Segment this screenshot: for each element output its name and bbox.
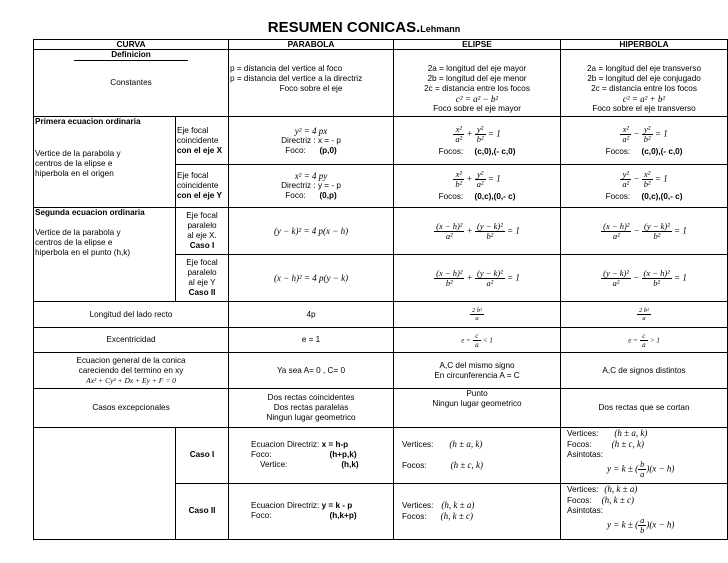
exc-hip-den: a [642,340,646,349]
hip2-c: (x − h)² [643,267,670,278]
hip-const-4: c² = a² + b² [622,94,666,104]
general-label [34,353,229,389]
ci-par-dir [251,440,392,450]
ci-hip-asin-pre: y = k ± [607,463,633,474]
excentricidad-label: Excentricidad [34,328,229,353]
ci-eli-vert [402,439,559,450]
exc-eli-2: Ningun lugar geometrico [432,399,522,408]
caso1-3: al eje X. [187,231,217,240]
ci-par-vert-value: (h,k) [341,460,359,470]
eje-x-1: Eje focal [177,125,209,135]
caso-i-row [34,428,728,484]
caso-ii-hiperbola [561,483,728,540]
eli-y-b: b² [455,179,463,189]
cii-eli-foco-label: Focos: [402,512,427,522]
segunda-desc-1: Vertice de la parabola y [35,228,121,237]
caso2-1: Eje focal [186,258,218,267]
caso1-1: Eje focal [186,211,218,220]
exc-hip-num: c [640,332,648,341]
eli-x-b: a² [455,133,463,144]
par-x-eq: y² = 4 px [294,125,328,136]
cii-hip-foco [567,495,726,506]
segunda-eli2: $\frac{\text{(x − h)²}}{\text{b²}}$ + $\frac{\text{(y − k)²}}{\text{a²}}$ = 1 [394,255,561,302]
eli-y-eq: $\frac{\text{x²}}{\text{b²}}$ + $\frac{\text{y²}}{\text{a²}}$ = 1 [455,169,501,189]
ci-hip-vert-label: Vertices: [567,429,599,438]
hip-y-a: y² [620,170,631,180]
cii-par-foco [251,511,392,521]
segunda-desc-2: centros de la elipse e [35,238,113,247]
general-row [34,353,728,389]
hip1-c: (y − k)² [644,220,670,231]
ci-hip-asin-num: b [640,459,645,469]
exc-hip-post: > 1 [649,336,660,345]
par-y-foco [230,191,392,201]
cii-hip-asin-label: Asintotas: [567,505,603,515]
lado-recto-row [34,302,728,328]
caso2-2: paralelo [187,268,217,277]
eli-x-a: x² [453,125,464,135]
cii-par-foco-label: Foco: [251,511,272,521]
par-y-dir-text: Directriz : y = - p [281,181,341,190]
ci-hip-asin: y = k ± ( $\frac{b}{a}$ )(x − h) [607,459,675,479]
excepcionales-parabola [229,389,394,428]
general-elipse [394,353,561,389]
ci-eli-foco-label: Focos: [402,461,427,471]
eje-y-1: Eje focal [177,171,209,180]
cii-hip-vert-value: (h, k ± a) [604,483,638,494]
hip-const-5: Foco sobre el eje transverso [592,104,696,113]
hip2-b: a² [612,277,620,288]
primera-eje-x [176,117,229,165]
par-const-1: p = distancia del vertice al foco [230,64,343,73]
eli-y-c: y² [475,170,486,180]
hip2-d: b² [653,277,661,288]
cii-hip-asin-post: (x − h) [649,519,675,530]
eli-x-focos-value: (c,0),(- c,0) [474,146,516,156]
hip-x-eq: $\frac{\text{x²}}{\text{a²}}$ − $\frac{\text{y²}}{\text{b²}}$ = 1 [622,123,668,144]
par-y-eq: x² = 4 py [294,171,328,181]
cii-par-foco-value: (h,k+p) [329,511,357,521]
hip1-a: (x − h)² [603,220,630,231]
eli-x-focos-label: Focos: [438,146,464,156]
par-x-dir-text: Directriz : x = - p [281,135,341,145]
constantes-elipse [394,50,561,117]
cii-hip-asin: y = k ± ( $\frac{a}{b}$ )(x − h) [607,514,675,535]
primera-label-cell [34,117,176,208]
caso-ii-label: Caso II [176,483,229,540]
eli-y-a: x² [453,170,464,180]
exc-eli-post: < 1 [482,336,493,345]
eli-const-2: 2b = longitud del eje menor [427,74,527,83]
ci-eli-foco [402,460,559,471]
par-const-3: Foco sobre el eje [279,84,343,93]
segunda-hip1: $\frac{\text{(x − h)²}}{\text{a²}}$ − $\frac{\text{(y − k)²}}{\text{b²}}$ = 1 [561,208,728,255]
ci-par-foco-value: (h+p,k) [329,450,357,460]
ci-hip-foco [567,439,726,450]
par-const-2: p = distancia del vertice a la directriz [230,74,363,83]
eli-const-5: Foco sobre el eje mayor [433,104,521,113]
ci-par-vert [251,460,392,470]
header-parabola: PARABOLA [229,40,394,50]
segunda-caso1 [176,208,229,255]
exc-hip-pre: e = [628,336,638,345]
hip1-b: a² [612,230,620,241]
primera-x-row [34,117,728,165]
definicion-label: Definicion [74,50,188,61]
primera-par-y [229,165,394,208]
primera-hip-x [561,117,728,165]
lado-recto-hiperbola [561,302,728,328]
lado-recto-parabola: 4p [229,302,394,328]
general-label-1: Ecuacion general de la conica [76,355,186,365]
hip-x-b: a² [622,133,630,144]
eli1-c: (y − k)² [477,220,503,231]
par-y-foco-value: (0,p) [319,191,337,200]
excentricidad-row [34,328,728,353]
caso-i-blank [34,428,176,484]
hip-y-c: x² [642,170,653,180]
page-title [0,19,728,37]
par-x-foco-label: Foco: [285,145,306,155]
eli-const-1: 2a = longitud del eje mayor [427,64,527,73]
eli-x-c: y² [475,125,486,135]
cii-par-dir-label: Ecuacion Directriz: [251,501,320,511]
lr-eli-num: 2 b² [471,307,483,314]
eli2-a: (x − h)² [436,267,463,278]
primera-desc-1: Vertice de la parabola y [35,149,121,158]
eli-y-focos-label: Focos: [438,192,464,201]
eje-y-2: coincidente [177,181,219,190]
header-curva: CURVA [34,40,229,50]
hip-x-focos-value: (c,0),(- c,0) [641,146,683,156]
exc-par-2: Dos rectas paralelas [273,403,349,412]
cii-hip-foco-label: Focos: [567,495,592,505]
lado-recto-label: Longitud del lado recto [34,302,229,328]
caso-i-hiperbola [561,428,728,484]
exc-par-3: Ningun lugar geometrico [266,413,356,422]
hip-y-focos-value: (0,c),(0,- c) [641,192,683,201]
constantes-parabola [229,50,394,117]
general-elipse-2: En circunferencia A = C [434,370,520,380]
par-x-dir [230,136,392,146]
eli1-a: (x − h)² [436,220,463,231]
excepcionales-label: Casos excepcionales [34,389,229,428]
ci-hip-asin-post: (x − h) [649,463,675,474]
segunda-desc-3: hiperbola en el punto (h,k) [35,248,131,257]
eli1-d: b² [486,230,494,241]
eli-const-3: 2c = distancia entre los focos [424,84,530,93]
hip-y-b: a² [622,179,630,189]
segunda-label: Segunda ecuacion ordinaria [35,208,145,217]
primera-eje-y [176,165,229,208]
segunda-label-cell [34,208,176,302]
eli2-c: (y − k)² [477,267,503,278]
eli-y-d: a² [476,179,484,189]
ci-hip-asin-den: a [640,469,645,479]
eli1-b: a² [445,230,453,241]
constantes-label: Constantes [110,78,152,87]
hip-x-c: y² [642,125,653,135]
title-main: RESUMEN CONICAS. [267,19,421,36]
segunda-eli1: $\frac{\text{(x − h)²}}{\text{a²}}$ + $\frac{\text{(y − k)²}}{\text{b²}}$ = 1 [394,208,561,255]
par-x-foco-value: (p,0) [319,145,337,155]
ci-par-foco [251,450,392,460]
exc-eli-den: a [475,340,479,349]
cii-eli-foco [402,511,559,522]
eli-y-focos-value: (0,c),(0,- c) [474,192,516,201]
general-parabola: Ya sea A= 0 , C= 0 [229,353,394,389]
header-hiperbola: HIPERBOLA [561,40,728,50]
ci-par-dir-value: x = h-p [321,440,349,450]
cii-hip-foco-value: (h, k ± c) [601,494,635,505]
constantes-hiperbola [561,50,728,117]
exc-eli-1: Punto [466,389,488,398]
caso-ii-row [34,483,728,540]
exc-hiperbola [561,328,728,353]
hip-x-focos-label: Focos: [605,146,631,156]
excepcionales-elipse [394,389,561,428]
eli-y-focos [395,192,559,202]
hip-const-2: 2b = longitud del eje conjugado [587,74,701,83]
ci-hip-foco-value: (h ± c, k) [611,439,645,449]
exc-par-1: Dos rectas coincidentes [267,393,355,402]
caso1-4: Caso I [189,241,215,250]
general-hiperbola: A,C de signos distintos [561,353,728,389]
ci-hip-foco-label: Focos: [567,440,592,449]
ci-hip-asin-label: Asintotas: [567,450,603,459]
header-elipse: ELIPSE [394,40,561,50]
title-sub: Lehmann [420,24,461,34]
caso-i-elipse [394,428,561,484]
primera-par-x [229,117,394,165]
hip-x-a: x² [620,125,631,135]
par-x-foco [230,146,392,156]
segunda-par2: (x − h)² = 4 p(y − k) [229,255,394,302]
hip-x-focos [562,147,726,157]
hip-y-d: b² [643,179,651,189]
eli-const-4: c² = a² − b² [455,94,499,104]
ci-hip-vert [567,428,726,439]
exc-parabola: e = 1 [229,328,394,353]
header-row [34,40,728,50]
lr-eli-den: a [475,315,479,322]
hip1-d: b² [653,230,661,241]
exc-eli-num: c [473,332,481,341]
ci-par-vert-label: Vertice: [260,460,288,470]
eli-x-eq: $\frac{\text{x²}}{\text{a²}}$ + $\frac{\text{y²}}{\text{b²}}$ = 1 [455,123,501,144]
caso-ii-parabola [229,483,394,540]
primera-hip-y [561,165,728,208]
cii-par-dir-value: y = k - p [321,501,353,511]
eli-x-focos [395,147,559,157]
hip-y-focos-label: Focos: [605,192,631,201]
segunda-par1: (y − k)² = 4 p(x − h) [229,208,394,255]
primera-desc-3: hiperbola en el origen [35,169,114,178]
eje-y-3: con el eje Y [177,191,222,200]
primera-desc-2: centros de la elipse e [35,159,113,168]
segunda-hip2: $\frac{\text{(y − k)²}}{\text{a²}}$ − $\frac{\text{(x − h)²}}{\text{b²}}$ = 1 [561,255,728,302]
hip-y-eq: $\frac{\text{y²}}{\text{a²}}$ − $\frac{\text{x²}}{\text{b²}}$ = 1 [622,169,668,189]
exc-elipse [394,328,561,353]
hip-const-3: 2c = distancia entre los focos [591,84,697,93]
ci-hip-vert-value: (h ± a, k) [614,428,648,438]
general-label-3: Ax² + Cy² + Dx + Ey + F = 0 [86,375,176,385]
cii-hip-asin-den: b [640,524,645,535]
excepcionales-hiperbola: Dos rectas que se cortan [561,389,728,428]
segunda-caso2 [176,255,229,302]
ci-par-foco-label: Foco: [251,450,272,460]
cii-hip-asin-pre: y = k ± [607,519,633,530]
par-y-foco-label: Foco: [285,191,306,200]
hip-x-d: b² [643,133,651,144]
primera-eli-y [394,165,561,208]
ci-eli-vert-label: Vertices: [402,440,434,450]
ci-eli-vert-value: (h ± a, k) [449,439,483,450]
eje-x-3: con el eje X [177,145,223,155]
cii-par-dir [251,501,392,511]
cii-eli-vert-value: (h, k ± a) [441,500,475,511]
conicas-table [33,39,728,540]
primera-label: Primera ecuacion ordinaria [35,117,141,126]
general-elipse-1: A,C del mismo signo [439,360,515,370]
cii-hip-asin-num: a [640,514,645,525]
par-y-dir [230,181,392,191]
primera-eli-x [394,117,561,165]
hip-const-1: 2a = longitud del eje transverso [587,64,702,73]
cii-eli-foco-value: (h, k ± c) [440,511,474,522]
ci-par-dir-label: Ecuacion Directriz: [251,440,320,450]
cii-hip-vert-label: Vertices: [567,484,599,494]
caso-i-parabola [229,428,394,484]
lr-hip-den: a [642,315,646,322]
excepcionales-row [34,389,728,428]
exc-eli-pre: e = [461,336,471,345]
eje-x-2: coincidente [177,135,219,145]
hip2-a: (y − k)² [603,267,629,278]
cii-eli-vert [402,500,559,511]
lado-recto-elipse [394,302,561,328]
caso1-2: paralelo [187,221,217,230]
cii-eli-vert-label: Vertices: [402,501,434,511]
eli2-b: b² [445,277,453,288]
segunda-caso1-row [34,208,728,255]
eli-x-d: b² [476,133,484,144]
lr-hip-num: 2 b² [638,307,650,314]
constantes-row [34,50,728,117]
general-label-2: careciendo del termino en xy [78,365,184,375]
ci-eli-foco-value: (h ± c, k) [450,460,484,471]
caso-i-label: Caso I [176,428,229,484]
constantes-label-cell [34,50,229,117]
caso2-3: al eje Y [188,278,216,287]
caso-ii-elipse [394,483,561,540]
caso-ii-blank [34,483,176,540]
hip-y-focos [562,192,726,202]
eli2-d: a² [486,277,494,288]
caso2-4: Caso II [188,288,216,297]
cii-hip-vert [567,484,726,495]
